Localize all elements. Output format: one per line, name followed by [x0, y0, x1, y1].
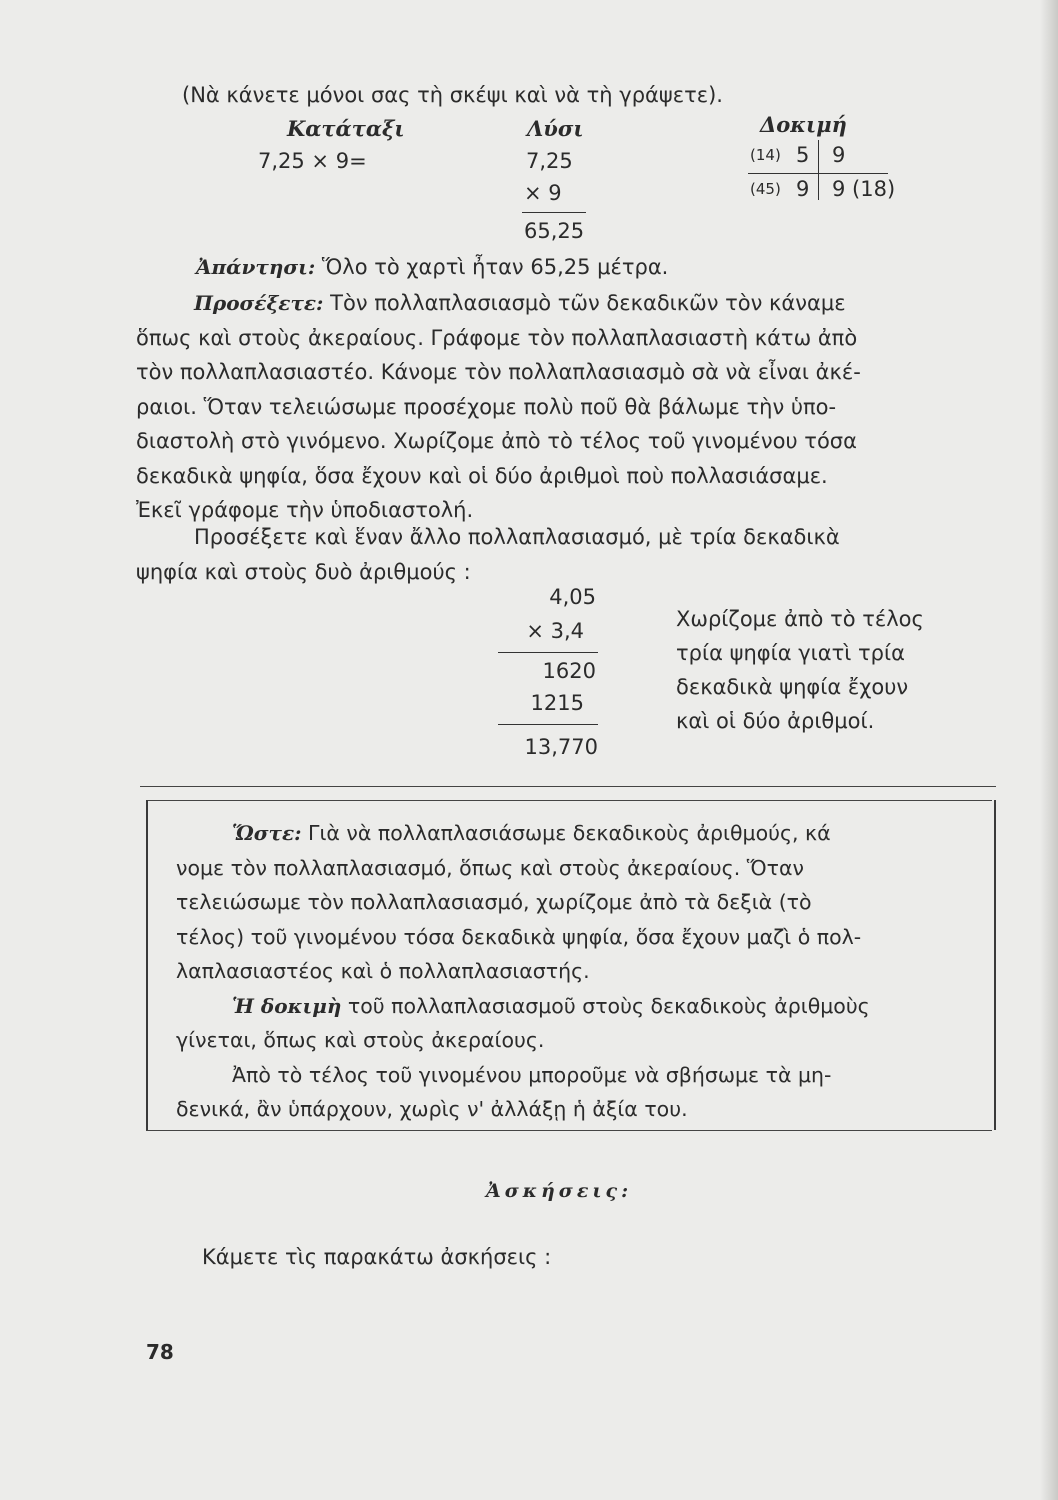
mult-rule-1: [498, 652, 598, 653]
note-line: τὸν πολλαπλασιαστέο. Κάνομε τὸν πολλαπλασιασμὸ σὰ νὰ εἶναι ἀκέ-: [136, 360, 861, 384]
header-dokimi: Δοκιμή: [760, 112, 847, 137]
example-intro-line: ψηφία καὶ στοὺς δυὸ ἀριθμούς :: [136, 559, 471, 584]
note-line: δεκαδικὰ ψηφία, ὅσα ἔχουν καὶ οἱ δύο ἀριθμοὶ ποὺ πολλασιάσαμε.: [136, 463, 828, 488]
side-note-line: καὶ οἱ δύο ἀριθμοί.: [676, 709, 875, 733]
answer-text: Ὅλο τὸ χαρτὶ ἦταν 65,25 μέτρα.: [321, 255, 669, 279]
dokimi-row1-right: 9: [832, 143, 846, 167]
header-lysi: Λύσι: [527, 116, 584, 141]
answer-line: [196, 250, 668, 284]
example-intro-line: Προσέξετε καὶ ἕναν ἄλλο πολλαπλασιασμό, μὲ τρία δεκαδικὰ: [194, 525, 840, 549]
rule-p3-line: Ἀπὸ τὸ τέλος τοῦ γινομένου μποροῦμε νὰ σβήσωμε τὰ μη-: [232, 1062, 832, 1087]
rule-p1-line: τελειώσωμε τὸν πολλαπλασιασμό, χωρίζομε ἀπὸ τὰ δεξιὰ (τὸ: [176, 890, 812, 914]
lysi-result: 65,25: [524, 219, 585, 243]
katataxi-expression: 7,25 × 9=: [258, 149, 367, 173]
dokimi-row1-left: 5: [796, 143, 810, 167]
dokimi-vrule: [818, 140, 819, 200]
rule-p2-line: γίνεται, ὅπως καὶ στοὺς ἀκεραίους.: [176, 1028, 545, 1052]
exercises-text: Κάμετε τὶς παρακάτω ἀσκήσεις :: [202, 1245, 552, 1269]
lysi-rule: [522, 212, 586, 213]
exercises-title: Ἀσκήσεις:: [486, 1180, 633, 1202]
rule-p1-line: λαπλασιαστέος καὶ ὁ πολλαπλασιαστής.: [176, 959, 590, 983]
mult-result: 13,770: [524, 735, 598, 759]
mult-partial-1: 1620: [542, 659, 596, 683]
lysi-multiplicand: 7,25: [526, 149, 573, 173]
note-line: Ἐκεῖ γράφομε τὴν ὑποδιαστολή.: [136, 498, 474, 522]
page-edge-shadow: [1040, 0, 1058, 1500]
mult-partial-2: 1215: [530, 691, 584, 715]
box-bottom-inner: [146, 1130, 992, 1131]
side-note-line: δεκαδικὰ ψηφία ἔχουν: [676, 675, 909, 699]
rule-p2-line: τοῦ πολλαπλασιασμοῦ στοὺς δεκαδικοὺς ἀριθμοὺς: [347, 993, 870, 1018]
dokimi-row2-left: 9: [796, 177, 810, 201]
rule-p1-line: τέλος) τοῦ γινομένου τόσα δεκαδικὰ ψηφία, ὅσα ἔχουν μαζὶ ὁ πολ-: [176, 924, 862, 949]
rule-p2-label: Ἡ δοκιμὴ: [232, 993, 342, 1018]
note-line: ραιοι. Ὅταν τελειώσωμε προσέχομε πολὺ ποῦ θὰ βάλωμε τὴν ὑπο-: [136, 394, 837, 419]
mult-rule-2: [498, 724, 598, 725]
header-katataxi: Κατάταξι: [287, 116, 405, 141]
answer-label: Ἀπάντησι:: [196, 255, 316, 279]
note-paragraph: [136, 286, 861, 528]
box-top-outer: [140, 786, 996, 787]
dokimi-row1-note: (14): [750, 146, 781, 164]
note-line: Τὸν πολλαπλασιασμὸ τῶν δεκαδικῶν τὸν κάναμε: [330, 291, 846, 315]
mult-multiplier: × 3,4: [526, 619, 584, 643]
dokimi-row2-right: 9 (18): [832, 177, 896, 201]
note-line: διαστολὴ στὸ γινόμενο. Χωρίζομε ἀπὸ τὸ τέλος τοῦ γινομένου τόσα: [136, 429, 857, 453]
rule-p1-line: Γιὰ νὰ πολλαπλασιάσωμε δεκαδικοὺς ἀριθμούς, κά: [308, 821, 831, 845]
side-note: [676, 602, 924, 738]
note-line: ὅπως καὶ στοὺς ἀκεραίους. Γράφομε τὸν πολλαπλασιαστὴ κάτω ἀπὸ: [136, 325, 858, 350]
lysi-multiplier: × 9: [524, 181, 562, 205]
intro-text: (Νὰ κάνετε μόνοι σας τὴ σκέψι καὶ νὰ τὴ γράψετε).: [182, 83, 723, 107]
note-label: Προσέξετε:: [194, 291, 324, 315]
rule-p1-line: νομε τὸν πολλαπλασιασμό, ὅπως καὶ στοὺς ἀκεραίους. Ὅταν: [176, 855, 804, 880]
rule-p3-line: δενικά, ἂν ὑπάρχουν, χωρὶς ν' ἀλλάξῃ ἡ ἀξία του.: [176, 1097, 688, 1121]
rule-box-text: [176, 816, 870, 1127]
page-number: 78: [146, 1340, 174, 1364]
dokimi-row2-note: (45): [750, 180, 781, 198]
side-note-line: Χωρίζομε ἀπὸ τὸ τέλος: [676, 607, 924, 631]
rule-p1-label: Ὥστε:: [232, 821, 302, 845]
example-intro: [136, 520, 840, 589]
mult-multiplicand: 4,05: [549, 585, 596, 609]
side-note-line: τρία ψηφία γιατὶ τρία: [676, 641, 905, 665]
